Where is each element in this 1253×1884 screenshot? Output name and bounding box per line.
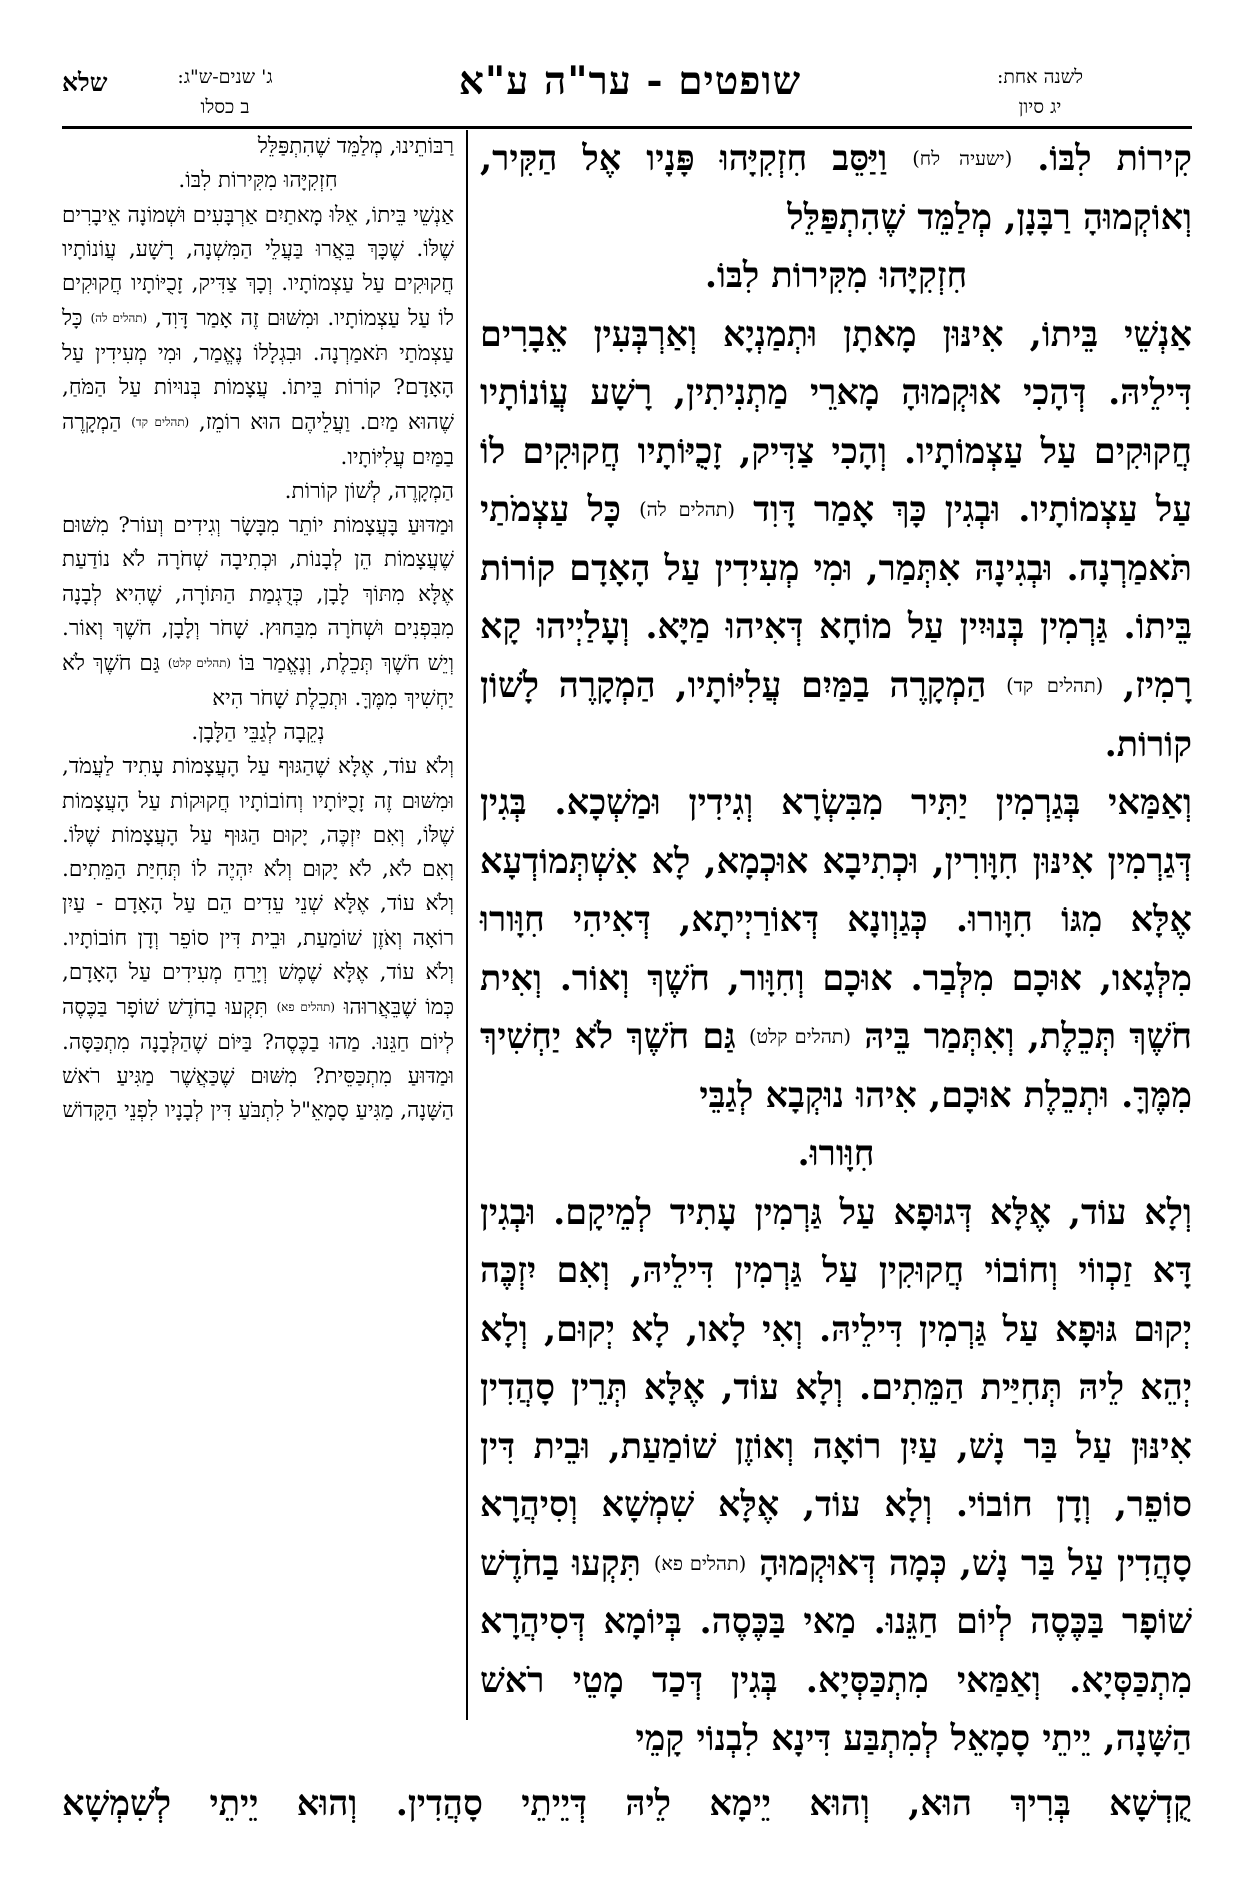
verse-reference: (תהלים קד)	[1006, 674, 1104, 698]
main-text: גַּם חֹשֶׁךְ לֹא יַחְשִׁיךְ מִמֶּךָּ. וּתְכֵלֶת אוּכָם, אִיהוּ נוּקְבָא לְגַבֵּי	[480, 1016, 1192, 1116]
right-meta-line2: יג סיון	[1018, 96, 1062, 118]
verse-reference: (תהלים לה)	[90, 311, 148, 326]
side-text: אַנְשֵׁי בֵּיתוֹ, אֵלּוּ מָאתַיִם אַרְבָּעִים וּשְׁמוֹנָה אֵיבָרִים שֶׁלּוֹ. שֶׁכָּךְ בֵּאֲרוּ בַּעֲלֵי הַמִּשְׁנָה, רָשָׁע, עֲוֹנוֹתָיו חֲקוּקִים עַל עַצְמוֹתָיו. וְכָךְ צַדִּיק, זָכֻיּוֹתָיו חֲקוּקִים לוֹ עַל עַצְמוֹתָיו. וּמִשּׁוּם זֶה אָמַר דָּוִד,	[62, 202, 454, 332]
left-meta	[150, 62, 300, 132]
side-paragraph-3-end: נְקֵבָה לְגַבֵּי הַלָּבָן.	[191, 719, 325, 745]
left-meta-line1: ג' שנים-ש"ג:	[177, 66, 273, 88]
side-text: וְלֹא עוֹד, אֶלָּא שֶׁהַגּוּף עַל הָעֲצָמוֹת עָתִיד לַעֲמֹד, וּמִשּׁוּם זֶה זָכֻיּוֹתָיו וְחוֹבוֹתָיו חֲקוּקוֹת עַל הָעֲצָמוֹת שֶׁלּוֹ, וְאִם יִזְכֶּה, יָקוּם הַגּוּף עַל הָעֲצָמוֹת שֶׁלּוֹ. וְאִם לֹא, לֹא יָקוּם וְלֹא יִהְיֶה לוֹ תְּחִיַּת הַמֵּתִים. וְלֹא עוֹד, אֶלָּא שְׁנֵי עֵדִים הֵם עַל הָאָדָם - עַיִן רוֹאָה וְאֹזֶן שׁוֹמַעַת, וּבֵית דִּין סוֹפֵר וְדָן חוֹבוֹתָיו. וְלֹא עוֹד, אֶלָּא שֶׁמֶשׁ וְיָרֵחַ מְעִידִים עַל הָאָדָם, כְּמוֹ שֶׁבֵּאֲרוּהוּ	[62, 754, 454, 1021]
main-paragraph-2	[480, 306, 1192, 774]
verse-reference: (תהלים קלט)	[167, 656, 232, 671]
main-paragraph-4	[480, 1184, 1192, 1769]
side-text: גַּם חֹשֶׁךְ לֹא יַחְשִׁיךְ מִמֶּךָּ. וּתְכֵלֶת שָׁחֹר הִיא	[62, 651, 454, 711]
page-number: שלא	[62, 68, 108, 97]
main-paragraph-3-end: חִוָּורוּ.	[797, 1133, 875, 1175]
side-paragraph-2-end: הַמְקָרֶה, לְשׁוֹן קוֹרוֹת.	[284, 478, 454, 504]
side-text: כָּל עַצְמֹתַי תֹּאמַרְנָה. וּבִגְלָלוֹ נֶאֱמַר, וּמִי מְעִידִין עַל הָאָדָם? קוֹרוֹת בֵּיתוֹ. עֲצָמוֹת בְּנוּיוֹת עַל הַמֹּחַ, שֶׁהוּא מַיִם. וַעֲלֵיהֶם הוּא רוֹמֵז,	[62, 306, 454, 436]
main-paragraph-3	[480, 774, 1192, 1125]
verse-reference: (תהלים פא)	[653, 1551, 747, 1575]
right-meta-line1: לשנה אחת:	[996, 66, 1084, 88]
side-paragraph-3	[62, 509, 454, 716]
verse-reference: (ישעיה לח)	[912, 147, 1013, 171]
page-title: שופטים - ער"ה ע"א	[458, 58, 802, 104]
main-column	[480, 130, 1192, 1769]
main-text: וַיַּסֵּב חִזְקִיָּהוּ פָּנָיו אֶל הַקִּיר, וְאוֹקְמוּהָ רַבָּנָן, מְלַמֵּד שֶׁהִתְפַּלֵּל	[480, 138, 1192, 238]
side-paragraph-2	[62, 199, 454, 475]
translation-column	[62, 130, 454, 1128]
verse-reference: (תהלים לה)	[639, 498, 736, 522]
verse-reference: (תהלים פא)	[276, 1000, 335, 1015]
main-text: הַמְקָרֶה בַמַּיִם עֲלִיּוֹתָיו, הַמְקָרֶה לָשׁוֹן קוֹרוֹת.	[480, 664, 1192, 765]
side-text: תִּקְעוּ בַחֹדֶשׁ שׁוֹפָר בַּכֶּסֶה לְיוֹם חַגֵּנוּ. מַהוּ בַכֶּסֶה? בַּיּוֹם שֶׁהַלְּבָנָה מִתְכַּסָּה. וּמַדּוּעַ מִתְכַּסֵּית? מִשּׁוּם שֶׁכַּאֲשֶׁר מַגִּיעַ רֹאשׁ הַשָּׁנָה, מַגִּיעַ סָמָאֵ"ל לִתְבֹּעַ דִּין לְבָנָיו לִפְנֵי הַקָּדוֹשׁ	[62, 995, 454, 1124]
footer-line: קֻדְשָׁא בְּרִיךְ הוּא, וְהוּא יֵימָא לֵיהּ דְּיֵיתֵי סָהֲדִין. וְהוּא יֵיתֵי לְשִׁמְשָׁא	[62, 1783, 1192, 1824]
header-divider	[62, 126, 1192, 129]
main-paragraph-1-end: חִזְקִיָּהוּ מִקִּירוֹת לִבּוֹ.	[704, 255, 968, 297]
verse-reference: (תהלים קד)	[131, 415, 190, 430]
side-paragraph-1: רַבּוֹתֵינוּ, מְלַמֵּד שֶׁהִתְפַּלֵּל	[257, 134, 454, 159]
left-meta-line2: ב כסלו	[200, 96, 250, 118]
main-text: וְלָא עוֹד, אֶלָּא דְּגוּפָא עַל גַּרְמִין עָתִיד לְמֵיקָם. וּבְגִין דָּא זַכְווֹי וְחוֹבוֹי חֲקוּקִין עַל גַּרְמִין דִּילֵיהּ, וְאִם יִזְכֶּה יְקוּם גּוּפָא עַל גַּרְמִין דִּילֵיהּ. וְאִי לָאו, לָא יְקוּם, וְלָא יְהֵא לֵיהּ תְּחִיַּית הַמֵּתִים. וְלָא עוֹד, אֶלָּא תְּרֵין סָהֲדִין אִינּוּן עַל בַּר נָשׁ, עַיִן רוֹאָה וְאוֹזֶן שׁוֹמַעַת, וּבֵית דִּין סוֹפֵר, וְדָן חוֹבוֹי. וְלָא עוֹד, אֶלָּא שִׁמְשָׁא וְסִיהֲרָא סָהֲדִין עַל בַּר נָשׁ, כְּמָה דְּאוּקְמוּהָ	[480, 1191, 1193, 1584]
main-text: וְאַמַּאי בְּגַרְמִין יַתִּיר מִבִּשְׂרָא וְגִידִין וּמַשְׁכָא. בְּגִין דְּגַרְמִין אִינּוּן חִוָּורִין, וּכְתִיבָא אוּכְמָא, לָא אִשְׁתְּמוֹדְעָא אֶלָּא מִגּוֹ חִוָּורוּ. כְּגַוְונָא דְּאוֹרַיְיתָא, דְּאִיהִי חִוָּורוּ מִלְּגָאו, אוּכָם מִלְּבַר. אוּכָם וְחִוָּור, חֹשֶׁךְ וְאוֹר. וְאִית חֹשֶׁךְ תְּכֵלֶת, וְאִתְּמַר בֵּיהּ	[480, 782, 1192, 1058]
side-paragraph-4	[62, 750, 454, 1128]
main-text: כָּל עַצְמֹתַי תֹּאמַרְנָה. וּבְגִינָהּ אִתְּמַר, וּמִי מְעִידִין עַל הָאָדָם קוֹרוֹת בֵּיתוֹ. גַּרְמִין בְּנוּיִין עַל מוֹחָא דְּאִיהוּ מַיָּא. וְעָלַיְיהוּ קָא רָמִיז,	[480, 489, 1193, 706]
main-paragraph-1	[480, 130, 1192, 247]
right-meta	[960, 62, 1120, 132]
side-text: וּמַדּוּעַ בָּעֲצָמוֹת יוֹתֵר מִבָּשָׂר וְגִידִים וְעוֹר? מִשּׁוּם שֶׁעֲצָמוֹת הֵן לְבָנוֹת, וּכְתִיבָה שְׁחֹרָה לֹא נוֹדַעַת אֶלָּא מִתּוֹךְ לָבָן, כְּדֻגְמַת הַתּוֹרָה, שֶׁהִיא לְבָנָה מִבִּפְנִים וּשְׁחֹרָה מִבַּחוּץ. שָׁחֹר וְלָבָן, חֹשֶׁךְ וְאוֹר. וְיֵשׁ חֹשֶׁךְ תְּכֵלֶת, וְנֶאֱמַר בּוֹ	[62, 513, 454, 677]
main-text: אַנְשֵׁי בֵּיתוֹ, אִינּוּן מָאתָן וּתְמַנְיָא וְאַרְבְּעִין אֵבָרִים דִּילֵיהּ. דְּהָכִי אוּקְמוּהָ מָארֵי מַתְנִיתִין, רָשָׁע עֲוֹנוֹתָיו חֲקוּקִים עַל עַצְמוֹתָיו. וְהָכִי צַדִּיק, זָכֻיּוֹתָיו חֲקוּקִים לוֹ עַל עַצְמוֹתָיו. וּבְגִין כָּךְ אָמַר דָּוִד	[480, 313, 1193, 531]
verse-reference: (תהלים קלט)	[749, 1025, 852, 1049]
column-divider	[466, 130, 468, 1720]
main-text: קִירוֹת לִבּוֹ.	[1037, 138, 1193, 179]
main-text: תִּקְעוּ בַחֹדֶשׁ שׁוֹפָר בַּכֶּסֶה לְיוֹם חַגֵּנוּ. מַאי בַּכֶּסֶה. בְּיוֹמָא דְּסִיהֲרָא מִתְכַּסְּיָא. וְאַמַּאי מִתְכַּסְּיָא. בְּגִין דְּכַד מָטֵי רֹאשׁ הַשָּׁנָה, יֵיתֵי סָמָאֵל לְמִתְבַּע דִּינָא לִבְנוֹי קָמֵי	[480, 1542, 1192, 1760]
side-paragraph-1-end: חִזְקִיָּהוּ מִקִּירוֹת לִבּוֹ.	[178, 168, 338, 194]
side-text: הַמְקָרֶה בַמַּיִם עֲלִיּוֹתָיו.	[62, 410, 454, 470]
